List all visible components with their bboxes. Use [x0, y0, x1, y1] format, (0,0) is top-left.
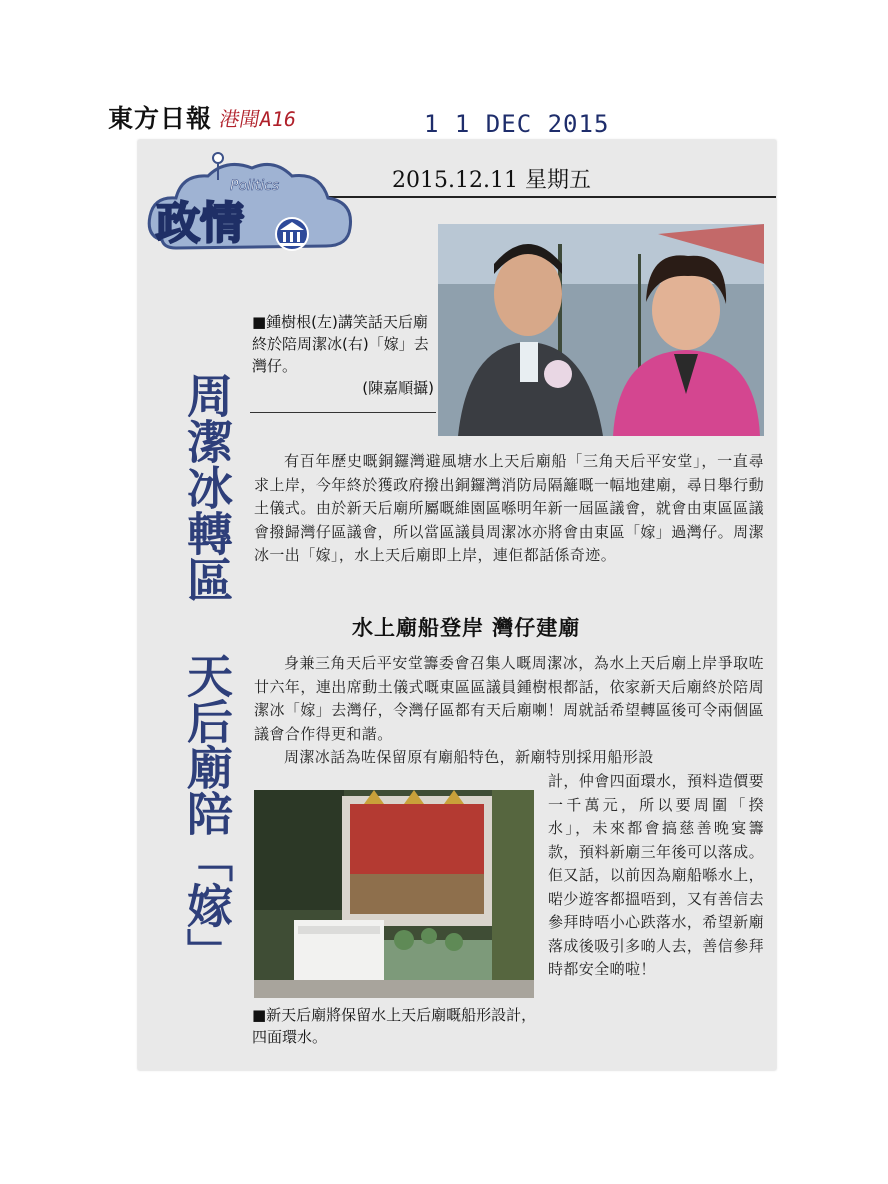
satellite-icon [213, 153, 223, 163]
top-rule [290, 196, 776, 198]
photo1-credit: (陳嘉順攝) [362, 379, 434, 397]
subheading: 水上廟船登岸 灣仔建廟 [352, 616, 581, 640]
newspaper-name: 東方日報 [108, 104, 213, 133]
date-stamp: 1 1 DEC 2015 [424, 110, 610, 138]
headline-line-2: 天后廟陪「嫁」 [180, 652, 234, 974]
paragraph-3-intro: 周潔冰話為咗保留原有廟船特色，新廟特別採用船形設 [284, 748, 654, 766]
headline [180, 372, 234, 982]
section-handwritten-note: 港聞A16 [217, 106, 298, 131]
paragraph-2: 身兼三角天后平安堂籌委會召集人嘅周潔冰，為水上天后廟上岸爭取咗廿六年，連出席動土儀式嘅東區區議員鍾樹根都話，依家新天后廟終於陪周潔冰「嫁」去灣仔，令灣仔區都有天后廟喇！周就話希望轉區後可令兩個區議會合作得更和諧。 [254, 654, 764, 743]
dateline: 2015.12.11 星期五 [392, 168, 591, 193]
caption-rule [250, 412, 436, 413]
photo1-caption-text: ■鍾樹根(左)講笑話天后廟終於陪周潔冰(右)「嫁」去灣仔。 [252, 313, 429, 375]
headline-line-1-text: 周潔冰轉區 [180, 372, 234, 602]
logo-english: Politics [230, 178, 280, 194]
politics-section-logo [142, 150, 362, 270]
masthead [108, 97, 378, 137]
photo1-caption [252, 311, 434, 399]
photo-politicians [438, 224, 764, 436]
paragraph-3-continued: 計，仲會四面環水，預料造價要一千萬元，所以要周圍「揆水」，未來都會搞慈善晚宴籌款，預料新廟三年後可以落成。佢又話，以前因為廟船喺水上，啱少遊客都搵唔到，又有善信去參拜時唔小心跌落水，希望新廟落成後吸引多啲人去，善信參拜時都安全啲啦！ [548, 772, 764, 978]
photo-temple-model [254, 790, 534, 998]
photo2-caption: ■新天后廟將保留水上天后廟嘅船形設計，四面環水。 [252, 1006, 537, 1046]
government-building-icon [276, 218, 308, 250]
headline-line-1 [180, 372, 234, 610]
paragraph-1: 有百年歷史嘅銅鑼灣避風塘水上天后廟船「三角天后平安堂」，一直尋求上岸，今年終於獲政府撥出銅鑼灣消防局隔籬嘅一幅地建廟，尋日舉行動土儀式。由於新天后廟所屬嘅維園區喺明年新一屆區議會，就會由東區區議會撥歸灣仔區議會，所以當區議員周潔冰亦將會由東區「嫁」過灣仔。周潔冰一出「嫁」，水上天后廟即上岸，連佢都話係奇迹。 [254, 452, 764, 564]
logo-chinese: 政情 [156, 198, 244, 249]
